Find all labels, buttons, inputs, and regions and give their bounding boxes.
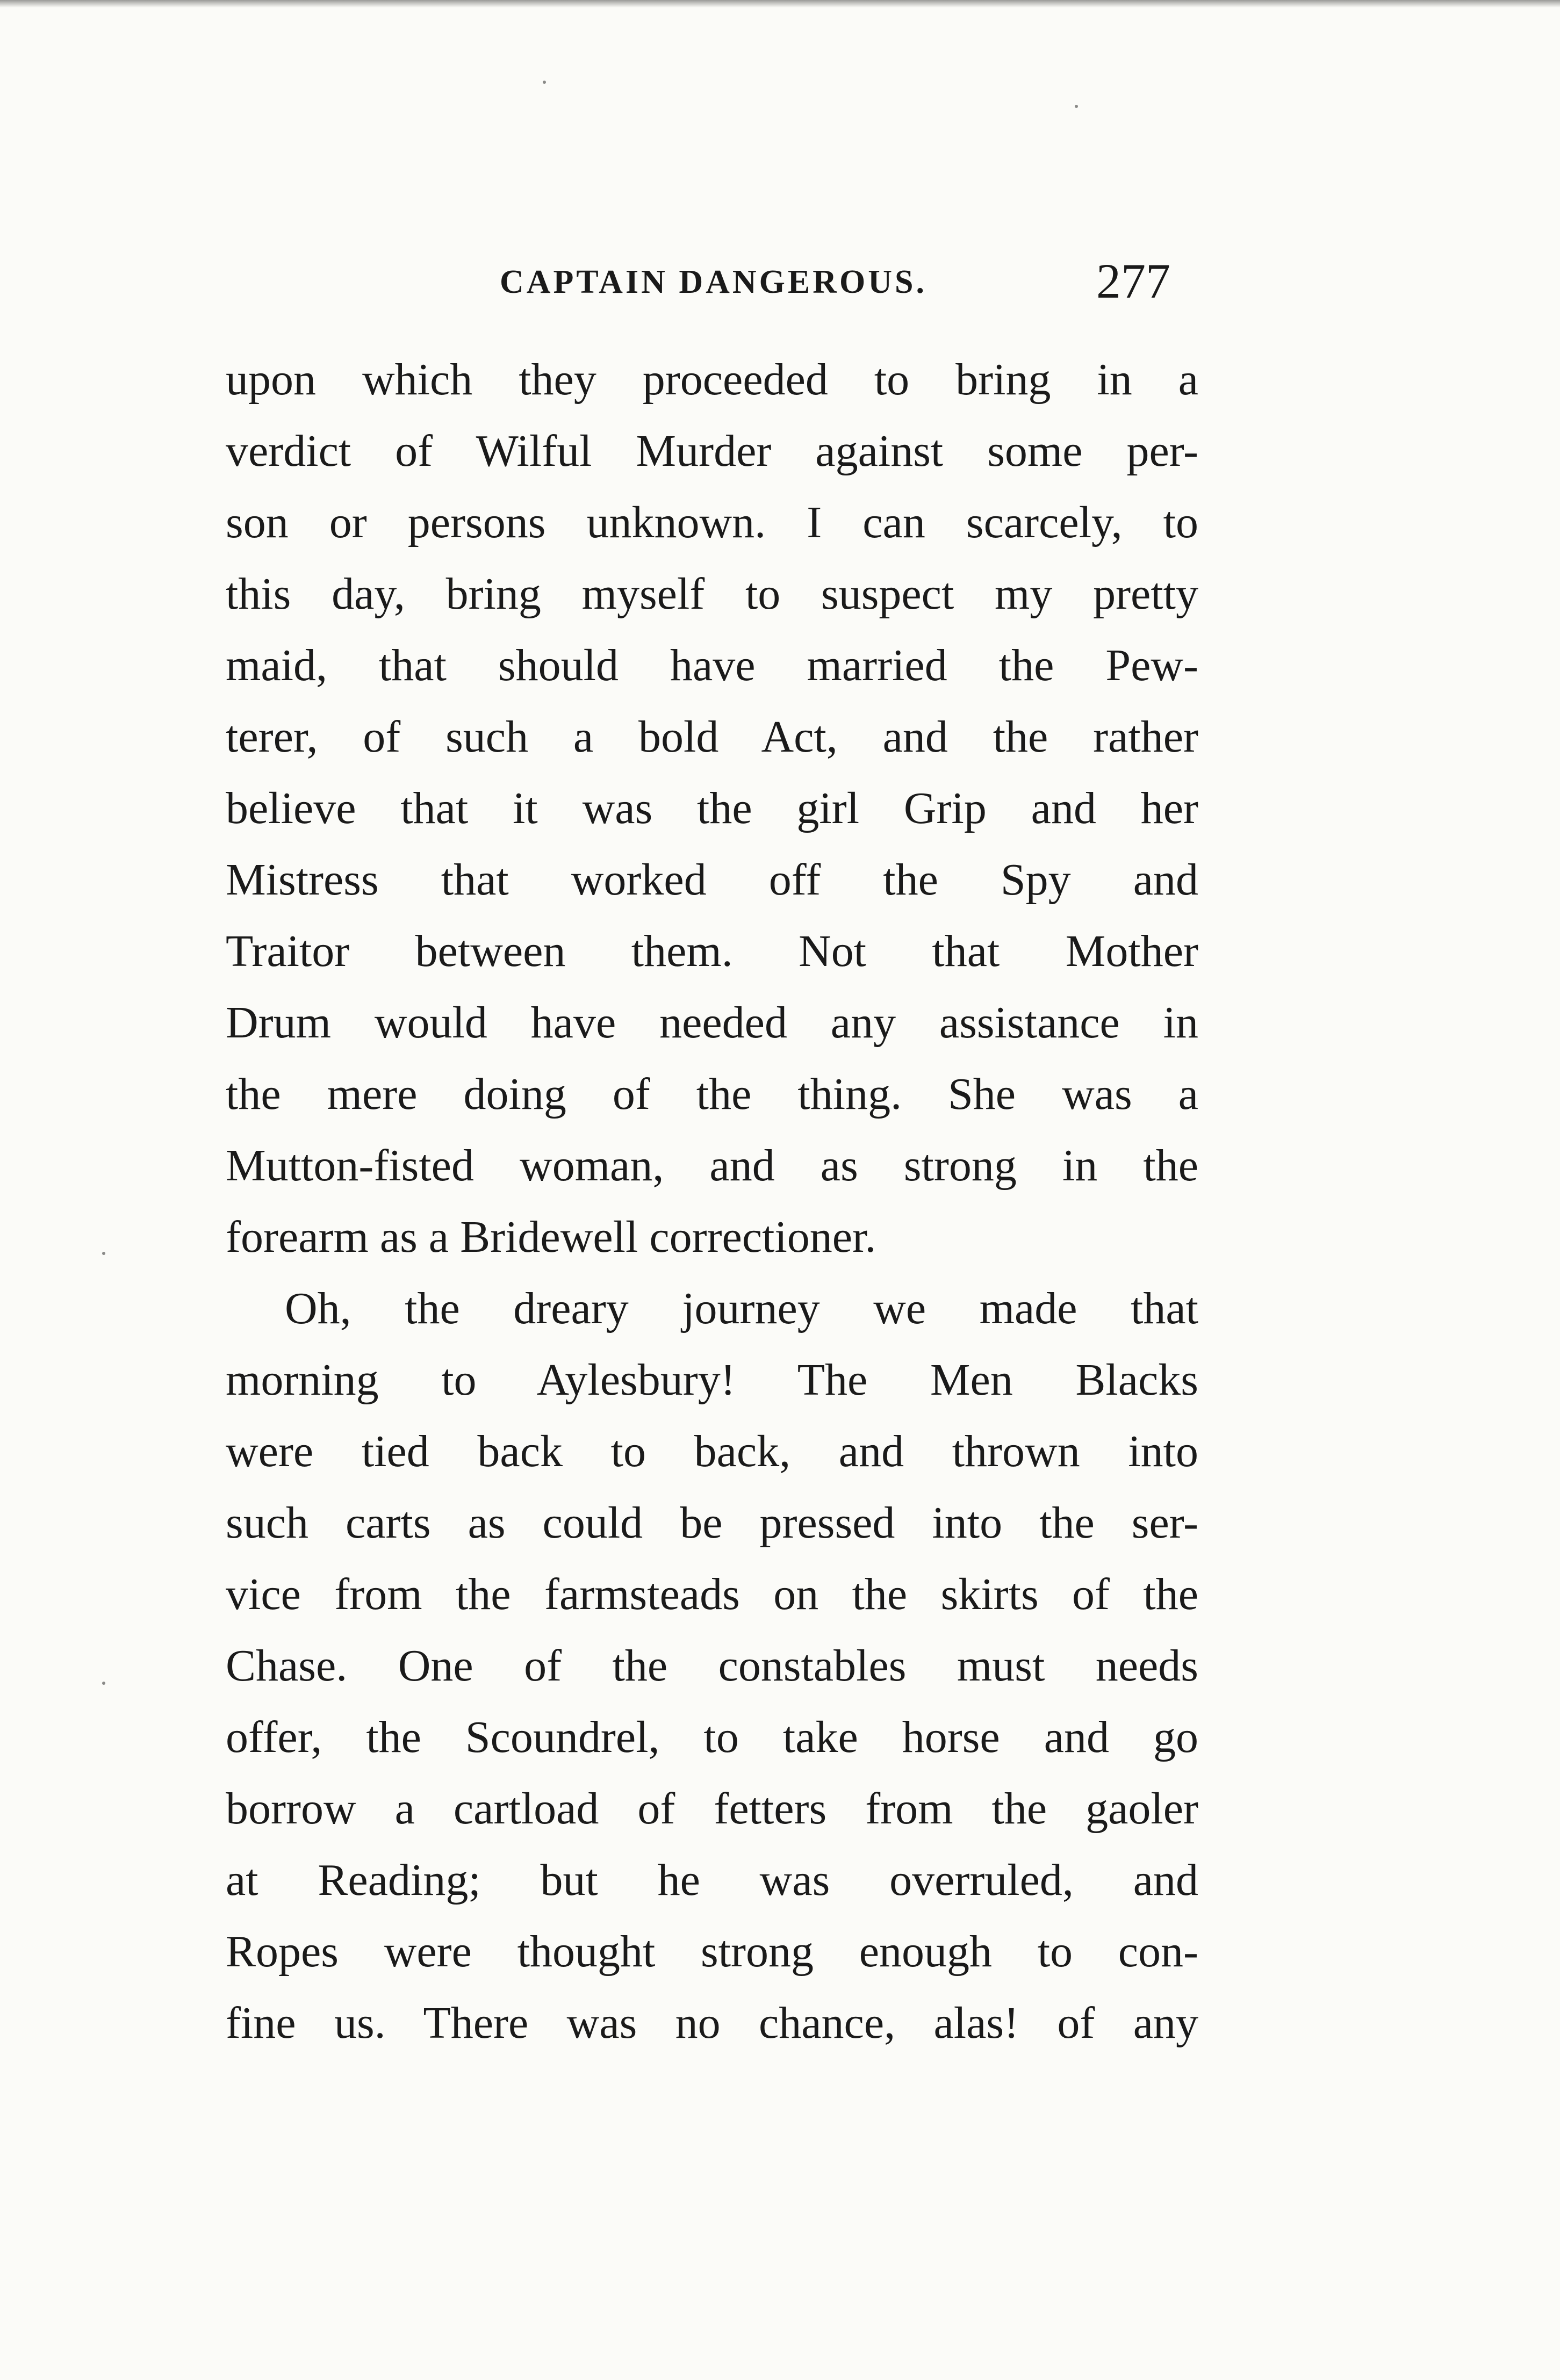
text-line: were tied back to back, and thrown into	[226, 1426, 1198, 1476]
text-line: morning to Aylesbury! The Men Blacks	[226, 1355, 1198, 1405]
text-line: at Reading; but he was overruled, and	[226, 1855, 1198, 1905]
text-line: Chase. One of the constables must needs	[226, 1641, 1198, 1691]
text-line: such carts as could be pressed into the ser-	[226, 1498, 1198, 1548]
running-title: CAPTAIN DANGEROUS.	[500, 264, 928, 300]
text-line: Oh, the dreary journey we made that	[285, 1283, 1198, 1333]
text-line: forearm as a Bridewell correctioner.	[226, 1212, 876, 1262]
paper-speck	[102, 1252, 105, 1255]
text-line: the mere doing of the thing. She was a	[226, 1069, 1198, 1119]
paper-speck	[1075, 105, 1078, 108]
text-line: vice from the farmsteads on the skirts of the	[226, 1569, 1198, 1619]
page-number: 277	[1096, 254, 1170, 308]
text-line: verdict of Wilful Murder against some per-	[226, 426, 1198, 476]
text-line: son or persons unknown. I can scarcely, to	[226, 497, 1198, 547]
text-line: fine us. There was no chance, alas! of any	[226, 1998, 1198, 2048]
text-line: terer, of such a bold Act, and the rather	[226, 712, 1198, 762]
body-text	[226, 344, 1198, 2059]
paper-speck	[102, 1682, 105, 1685]
text-line: maid, that should have married the Pew-	[226, 640, 1198, 690]
text-line: borrow a cartload of fetters from the gaoler	[226, 1784, 1198, 1834]
text-line: this day, bring myself to suspect my pretty	[226, 569, 1198, 619]
running-head	[0, 253, 1560, 312]
text-line: Mutton-fisted woman, and as strong in the	[226, 1141, 1198, 1191]
paper-speck	[543, 81, 546, 84]
text-line: offer, the Scoundrel, to take horse and go	[226, 1712, 1198, 1762]
scanned-page-top-edge	[0, 0, 1560, 8]
text-line: upon which they proceeded to bring in a	[226, 355, 1198, 405]
text-line: Traitor between them. Not that Mother	[226, 926, 1198, 976]
text-line: Drum would have needed any assistance in	[226, 998, 1198, 1048]
paragraph-2	[226, 1273, 1198, 2059]
paragraph-1	[226, 344, 1198, 1273]
text-line: believe that it was the girl Grip and her	[226, 783, 1198, 833]
text-line: Ropes were thought strong enough to con-	[226, 1927, 1198, 1977]
text-line: Mistress that worked off the Spy and	[226, 855, 1198, 905]
